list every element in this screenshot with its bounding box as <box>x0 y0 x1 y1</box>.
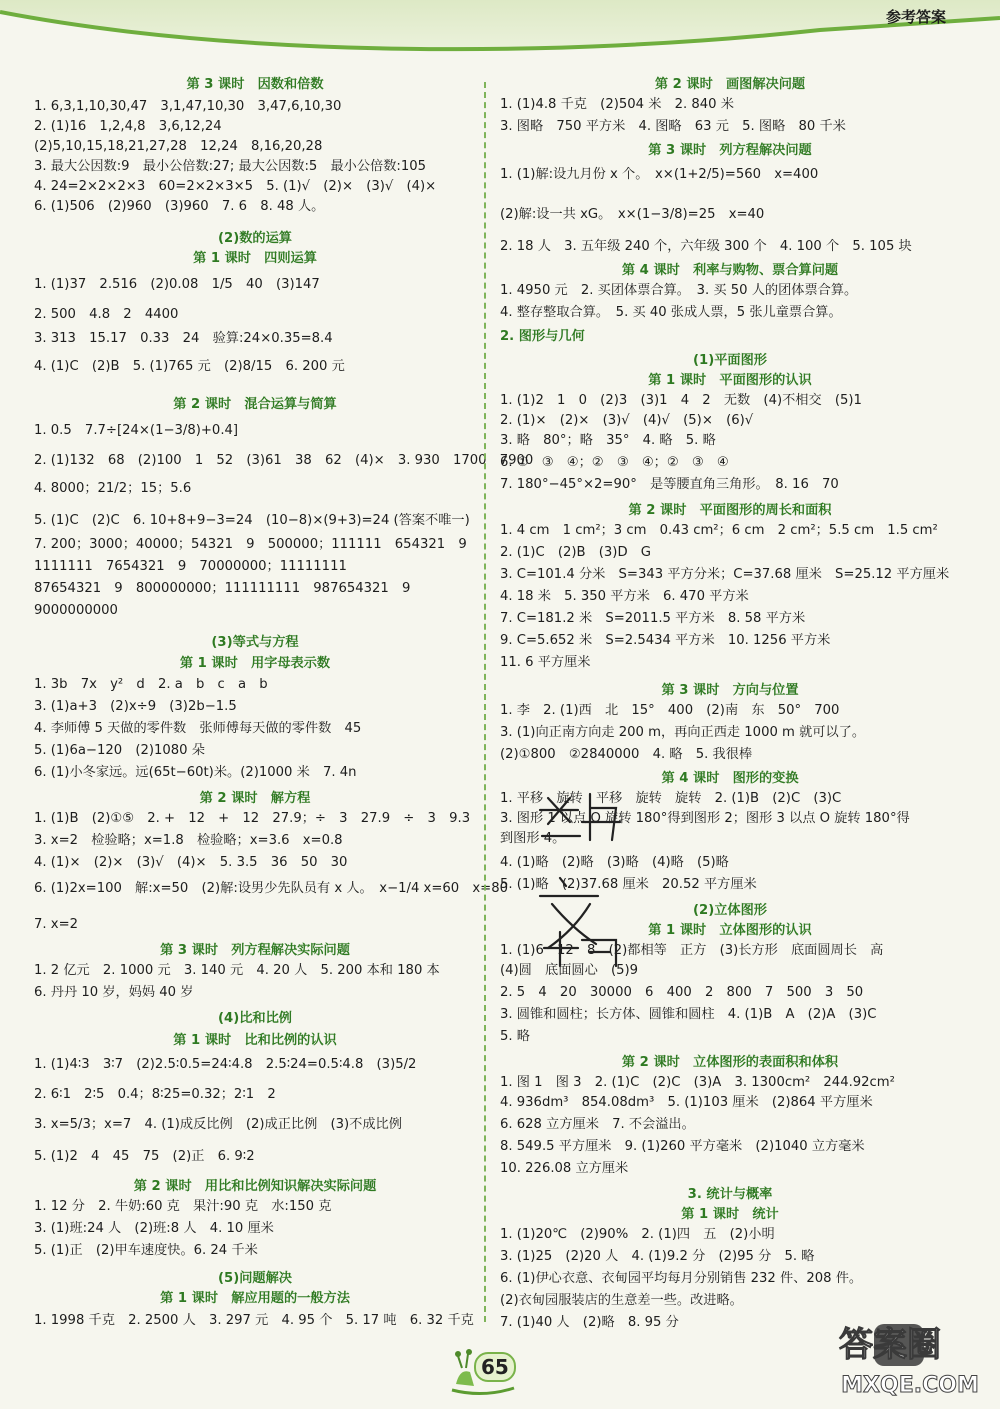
answer-line: 5. (1)正 (2)甲车速度快。6. 24 千米 <box>34 1243 258 1258</box>
section-heading: 2. 图形与几何 <box>500 329 585 344</box>
answer-line: 3. 最大公因数:9 最小公倍数:27; 最大公因数:5 最小公倍数:105 <box>34 159 427 174</box>
answer-line: 1. (1)解:设九月份 x 个。 x×(1+2/5)=560 x=400 <box>500 167 819 182</box>
lesson-heading: 第 3 课时 方向与位置 <box>661 683 799 698</box>
answer-line: 9000000000 <box>34 603 118 618</box>
answer-line: 3. 图略 750 平方米 4. 图略 63 元 5. 图略 80 千米 <box>500 119 846 134</box>
lesson-heading: 第 4 课时 图形的变换 <box>661 771 799 786</box>
answer-line: 3. (1)班:24 人 (2)班:8 人 4. 10 厘米 <box>34 1221 274 1236</box>
answer-line: 2. 500 4.8 2 4400 <box>34 307 179 322</box>
header-title: 参考答案 <box>885 8 946 26</box>
handwritten-signature <box>520 780 640 970</box>
answer-line: 1. 0.5 7.7÷[24×(1−3/8)+0.4] <box>34 423 239 438</box>
answer-line: 3. 略 80°；略 35° 4. 略 5. 略 <box>500 433 716 448</box>
answer-line: 3. (1)25 (2)20 人 4. (1)9.2 分 (2)95 分 5. 略 <box>500 1249 815 1264</box>
answer-line: 到图形 4。 <box>500 831 566 846</box>
answer-line: 2. 6∶1 2∶5 0.4；8∶25=0.32；2∶1 2 <box>34 1087 276 1102</box>
answer-line: 5. (1)2 4 45 75 (2)正 6. 9∶2 <box>34 1149 255 1164</box>
answer-line: 6. (1)2x=100 解:x=50 (2)解:设男少先队员有 x 人。 x−1/4 x=60 x=80 <box>34 881 509 896</box>
answer-line: 2. 5 4 20 30000 6 400 2 800 7 500 3 50 <box>500 985 864 1000</box>
answer-line: 1. 2 亿元 2. 1000 元 3. 140 元 4. 20 人 5. 200 本和 180 本 <box>34 963 440 978</box>
answer-line: 2. (1)132 68 (2)100 1 52 (3)61 38 62 (4)× 3. 930 1700 7900 <box>34 453 534 468</box>
answer-line: 7. C=181.2 米 S=2011.5 平方米 8. 58 平方米 <box>500 611 806 626</box>
section-heading: (5)问题解决 <box>218 1271 292 1286</box>
answer-line: (2)衣甸园服装店的生意差一些。改进略。 <box>500 1293 743 1308</box>
answer-line: 3. 圆锥和圆柱；长方体、圆锥和圆柱 4. (1)B A (2)A (3)C <box>500 1007 877 1022</box>
answer-line: 1111111 7654321 9 70000000；11111111 <box>34 559 347 574</box>
answer-line: 1. (1)2 1 0 (2)3 (3)1 4 2 无数 (4)不相交 (5)1 <box>500 393 862 408</box>
answer-line: 3. 图形 1 以点 O 旋转 180°得到图形 2；图形 3 以点 O 旋转 180°得 <box>500 811 910 826</box>
page-header <box>0 0 1000 60</box>
answer-line: 2. 18 人 3. 五年级 240 个，六年级 300 个 4. 100 个 5. 105 块 <box>500 239 912 254</box>
lesson-heading: 第 1 课时 立体图形的认识 <box>648 923 812 938</box>
answer-line: 5. (1)C (2)C 6. 10+8+9−3=24 (10−8)×(9+3)=24 (答案不唯一) <box>34 513 470 528</box>
answer-line: 4. 李师傅 5 天做的零件数 张师傅每天做的零件数 45 <box>34 721 362 736</box>
answer-line: 1. 4950 元 2. 买团体票合算。 3. 买 50 人的团体票合算。 <box>500 283 858 298</box>
watermark-line1: 答案圈 <box>839 1325 941 1365</box>
lesson-heading: 第 4 课时 利率与购物、票合算问题 <box>621 263 839 278</box>
page-number: 65 <box>474 1352 516 1382</box>
answer-line: 6. 628 立方厘米 7. 不会溢出。 <box>500 1117 695 1132</box>
answer-line: 6. (1)伊心衣意、衣甸园平均每月分别销售 232 件、208 件。 <box>500 1271 863 1286</box>
answer-line: 1. (1)B (2)①⑤ 2. + 12 + 12 27.9；÷ 3 27.9 ÷ 3 9.3 <box>34 811 471 826</box>
lesson-heading: 第 1 课时 用字母表示数 <box>179 656 331 671</box>
lesson-heading: 第 1 课时 平面图形的认识 <box>648 373 812 388</box>
answer-line: 5. (1)略 (2)37.68 厘米 20.52 平方厘米 <box>500 877 757 892</box>
lesson-heading: 第 2 课时 立体图形的表面积和体积 <box>621 1055 839 1070</box>
lesson-heading: 第 1 课时 解应用题的一般方法 <box>160 1291 350 1306</box>
answer-line: 7. (1)40 人 (2)略 8. 95 分 <box>500 1315 679 1330</box>
answer-line: 3. (1)向正南方向走 200 m，再向正西走 1000 m 就可以了。 <box>500 725 866 740</box>
answer-line: 5. (1)6a−120 (2)1080 朵 <box>34 743 205 758</box>
answer-line: 4. 18 米 5. 350 平方米 6. 470 平方米 <box>500 589 749 604</box>
answer-line: 3. C=101.4 分米 S=343 平方分米；C=37.68 厘米 S=25.12 平方厘米 <box>500 567 950 582</box>
watermark-logo <box>790 1320 990 1402</box>
answer-line: (2)解:设一共 xG。 x×(1−3/8)=25 x=40 <box>500 207 765 222</box>
lesson-heading: 第 3 课时 因数和倍数 <box>186 77 324 92</box>
answer-line: 7. 200；3000；40000；54321 9 500000；111111 654321 9 <box>34 537 467 552</box>
answer-line: 1. 6,3,1,10,30,47 3,1,47,10,30 3,47,6,10,30 <box>34 99 342 114</box>
lesson-heading: 第 3 课时 列方程解决问题 <box>648 143 812 158</box>
answer-line: 1. (1)6 12 8 (2)都相等 正方 (3)长方形 底面圆周长 高 <box>500 943 884 958</box>
answer-line: 4. 整存整取合算。 5. 买 40 张成人票，5 张儿童票合算。 <box>500 305 842 320</box>
section-heading: (1)平面图形 <box>693 353 767 368</box>
lesson-heading: 第 1 课时 统计 <box>681 1207 779 1222</box>
header-wave-decoration <box>0 0 1000 60</box>
answer-line: 4. 8000；21/2；15；5.6 <box>34 481 192 496</box>
answer-line: 1. (1)4∶3 3∶7 (2)2.5∶0.5=24∶4.8 2.5∶24=0.5∶4.8 (3)5/2 <box>34 1057 417 1072</box>
section-heading: 3. 统计与概率 <box>687 1187 773 1202</box>
answer-line: 11. 6 平方厘米 <box>500 655 591 670</box>
watermark-line2: MXQE.COM <box>841 1373 979 1398</box>
lesson-heading: 第 2 课时 混合运算与简算 <box>173 397 337 412</box>
answer-line: 2. (1)× (2)× (3)√ (4)√ (5)× (6)√ <box>500 413 754 428</box>
answer-line: 3. 313 15.17 0.33 24 验算:24×0.35=8.4 <box>34 331 333 346</box>
answer-line: 5. 略 <box>500 1029 530 1044</box>
answer-line: 4. (1)× (2)× (3)√ (4)× 5. 3.5 36 50 30 <box>34 855 348 870</box>
answer-line: 10. 226.08 立方厘米 <box>500 1161 629 1176</box>
answer-line: 9. C=5.652 米 S=2.5434 平方米 10. 1256 平方米 <box>500 633 831 648</box>
section-heading: (3)等式与方程 <box>211 635 299 650</box>
answer-line: 6. (1)小冬家远。远(65t−60t)米。(2)1000 米 7. 4n <box>34 765 357 780</box>
answer-line: 1. 图 1 图 3 2. (1)C (2)C (3)A 3. 1300cm² 244.92cm² <box>500 1075 895 1090</box>
answer-line: 1. 12 分 2. 牛奶:60 克 果汁:90 克 水:150 克 <box>34 1199 332 1214</box>
answer-line: (2)5,10,15,18,21,27,28 12,24 8,16,20,28 <box>34 139 323 154</box>
answer-line: 1. 4 cm 1 cm²；3 cm 0.43 cm²；6 cm 2 cm²；5.5 cm 1.5 cm² <box>500 523 938 538</box>
answer-line: 4. 24=2×2×2×3 60=2×2×3×5 5. (1)√ (2)× (3)√ (4)× <box>34 179 437 194</box>
answer-line: 4. (1)略 (2)略 (3)略 (4)略 (5)略 <box>500 855 729 870</box>
lesson-heading: 第 2 课时 用比和比例知识解决实际问题 <box>133 1179 377 1194</box>
answer-line: 4. 936dm³ 854.08dm³ 5. (1)103 厘米 (2)864 平方厘米 <box>500 1095 873 1110</box>
answer-line: 1. 平移 旋转 平移 旋转 旋转 2. (1)B (2)C (3)C <box>500 791 842 806</box>
lesson-heading: 第 3 课时 列方程解决实际问题 <box>160 943 350 958</box>
lesson-heading: 第 1 课时 比和比例的认识 <box>173 1033 337 1048</box>
answer-line: 2. (1)C (2)B (3)D G <box>500 545 652 560</box>
lesson-heading: 第 2 课时 平面图形的周长和面积 <box>628 503 832 518</box>
lesson-heading: 第 2 课时 解方程 <box>199 791 311 806</box>
answer-line: 1. 3b 7x y² d 2. a b c a b <box>34 677 268 692</box>
answer-line: 6. ① ③ ④；② ③ ④；② ③ ④ <box>500 455 729 470</box>
answer-line: (4)圆 底面圆心 (5)9 <box>500 963 639 978</box>
answer-line: 3. x=5/3；x=7 4. (1)成反比例 (2)成正比例 (3)不成比例 <box>34 1117 402 1132</box>
section-heading: (4)比和比例 <box>218 1011 292 1026</box>
answer-line: 1. 李 2. (1)西 北 15° 400 (2)南 东 50° 700 <box>500 703 840 718</box>
answer-line: 4. (1)C (2)B 5. (1)765 元 (2)8/15 6. 200 元 <box>34 359 345 374</box>
answer-line: 6. 丹丹 10 岁，妈妈 40 岁 <box>34 985 194 1000</box>
answer-line: (2)①800 ②2840000 4. 略 5. 我很棒 <box>500 747 753 762</box>
answer-line: 8. 549.5 平方厘米 9. (1)260 平方毫米 (2)1040 立方毫米 <box>500 1139 865 1154</box>
answer-line: 1. (1)4.8 千克 (2)504 米 2. 840 米 <box>500 97 734 112</box>
answer-line: 3. x=2 检验略；x=1.8 检验略；x=3.6 x=0.8 <box>34 833 343 848</box>
section-heading: (2)数的运算 <box>218 231 292 246</box>
lesson-heading: 第 2 课时 画图解决问题 <box>654 77 806 92</box>
answer-line: 6. (1)506 (2)960 (3)960 7. 6 8. 48 人。 <box>34 199 325 214</box>
section-heading: (2)立体图形 <box>693 903 767 918</box>
answer-line: 7. 180°−45°×2=90° 是等腰直角三角形。 8. 16 70 <box>500 477 839 492</box>
answer-line: 1. 1998 千克 2. 2500 人 3. 297 元 4. 95 个 5. 17 吨 6. 32 千克 <box>34 1313 474 1328</box>
column-divider <box>484 82 486 1322</box>
answer-line: 2. (1)16 1,2,4,8 3,6,12,24 <box>34 119 222 134</box>
lesson-heading: 第 1 课时 四则运算 <box>193 251 317 266</box>
answer-line: 7. x=2 <box>34 917 79 932</box>
answer-line: 1. (1)20℃ (2)90% 2. (1)四 五 (2)小明 <box>500 1227 775 1242</box>
answer-line: 1. (1)37 2.516 (2)0.08 1/5 40 (3)147 <box>34 277 320 292</box>
answer-line: 3. (1)a+3 (2)x÷9 (3)2b−1.5 <box>34 699 237 714</box>
answer-line: 87654321 9 800000000；111111111 987654321 9 <box>34 581 411 596</box>
